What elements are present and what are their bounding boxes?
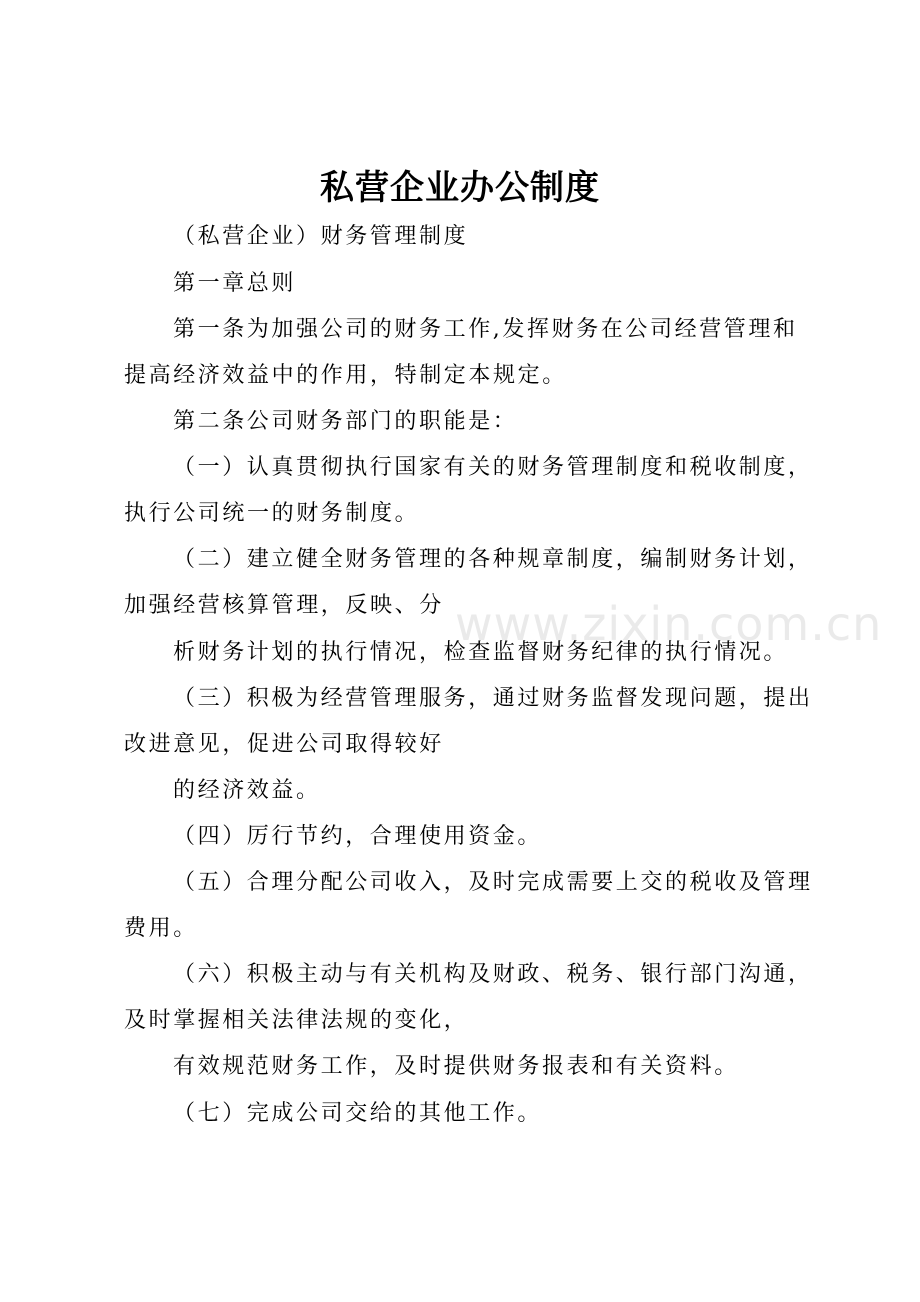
list-item-line: 的经济效益。: [173, 778, 321, 803]
list-item-line: （七）完成公司交给的其他工作。: [173, 1101, 543, 1126]
chapter-heading: 第一章总则: [173, 271, 297, 296]
list-item-line: 析财务计划的执行情况，检查监督财务纪律的执行情况。: [173, 640, 789, 665]
paragraph-line: 提高经济效益中的作用，特制定本规定。: [124, 363, 567, 388]
list-item-line: 及时掌握相关法律法规的变化，: [124, 1008, 469, 1033]
watermark-text: www.zixin.com.cn: [455, 597, 883, 651]
paragraph-line: 第一条为加强公司的财务工作,发挥财务在公司经营管理和: [173, 317, 798, 342]
paragraph-line: 第二条公司财务部门的职能是：: [173, 409, 518, 434]
subtitle-line: （私营企业）财务管理制度: [173, 224, 469, 249]
list-item-line: （六）积极主动与有关机构及财政、税务、银行部门沟通，: [173, 962, 813, 987]
list-item-line: （一）认真贯彻执行国家有关的财务管理制度和税收制度，: [173, 455, 813, 480]
list-item-line: （五）合理分配公司收入，及时完成需要上交的税收及管理: [173, 870, 813, 895]
list-item-line: 加强经营核算管理，反映、分: [124, 593, 444, 618]
list-item-line: 执行公司统一的财务制度。: [124, 501, 420, 526]
list-item-line: 有效规范财务工作，及时提供财务报表和有关资料。: [173, 1054, 739, 1079]
document-title: 私营企业办公制度: [320, 168, 600, 208]
list-item-line: （四）厉行节约，合理使用资金。: [173, 824, 543, 849]
list-item-line: 费用。: [124, 916, 198, 941]
list-item-line: （三）积极为经营管理服务，通过财务监督发现问题，提出: [173, 686, 813, 711]
list-item-line: 改进意见，促进公司取得较好: [124, 732, 444, 757]
list-item-line: （二）建立健全财务管理的各种规章制度，编制财务计划，: [173, 547, 813, 572]
